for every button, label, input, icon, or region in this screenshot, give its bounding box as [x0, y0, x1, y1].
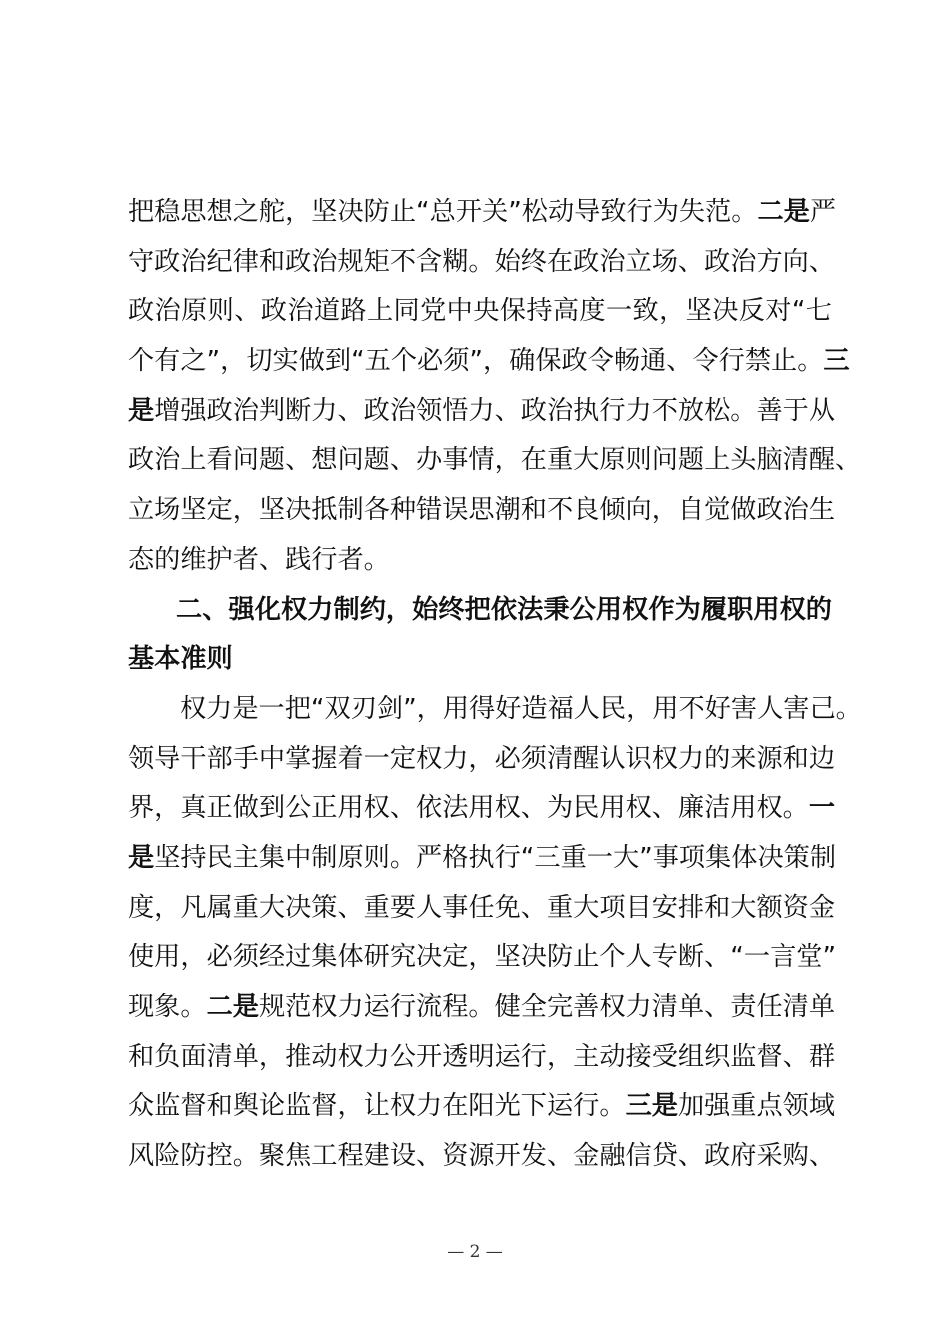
text-line: 度，凡属重大决策、重要人事任免、重大项目安排和大额资金	[128, 892, 836, 923]
text-line: 领导干部手中掌握着一定权力，必须清醒认识权力的来源和边	[128, 743, 836, 774]
text-line: 界，真正做到公正用权、依法用权、为民用权、廉洁用权。一	[128, 793, 836, 824]
text-line: 是增强政治判断力、政治领悟力、政治执行力不放松。善于从	[128, 395, 836, 426]
text-line: 守政治纪律和政治规矩不含糊。始终在政治立场、政治方向、	[128, 246, 836, 277]
text-line: 政治原则、政治道路上同党中央保持高度一致，坚决反对“七	[128, 296, 832, 327]
section-heading: 二、强化权力制约，始终把依法秉公用权作为履职用权的	[176, 594, 832, 625]
text-line: 是坚持民主集中制原则。严格执行“三重一大”事项集体决策制	[128, 842, 837, 873]
text-line: 政治上看问题、想问题、办事情，在重大原则问题上头脑清醒、	[128, 445, 862, 476]
text-line: 权力是一把“双刃剑”，用得好造福人民，用不好害人害己。	[180, 693, 862, 724]
text-line: 把稳思想之舵，坚决防止“总开关”松动导致行为失范。二是严	[128, 197, 837, 227]
text-line: 和负面清单，推动权力公开透明运行，主动接受组织监督、群	[128, 1041, 836, 1072]
page-number: — 2 —	[447, 1242, 503, 1262]
text-line: 使用，必须经过集体研究决定，坚决防止个人专断、“一言堂”	[128, 942, 837, 973]
document-body	[128, 188, 862, 1182]
text-line: 众监督和舆论监督，让权力在阳光下运行。三是加强重点领域	[128, 1091, 836, 1122]
text-line: 个有之”，切实做到“五个必须”，确保政令畅通、令行禁止。三	[128, 346, 850, 377]
text-line: 态的维护者、践行者。	[128, 544, 390, 575]
text-line: 风险防控。聚焦工程建设、资源开发、金融信贷、政府采购、	[128, 1141, 836, 1172]
section-heading: 基本准则	[128, 644, 233, 675]
text-line: 立场坚定，坚决抵制各种错误思潮和不良倾向，自觉做政治生	[128, 495, 836, 526]
text-line: 现象。二是规范权力运行流程。健全完善权力清单、责任清单	[128, 992, 836, 1022]
